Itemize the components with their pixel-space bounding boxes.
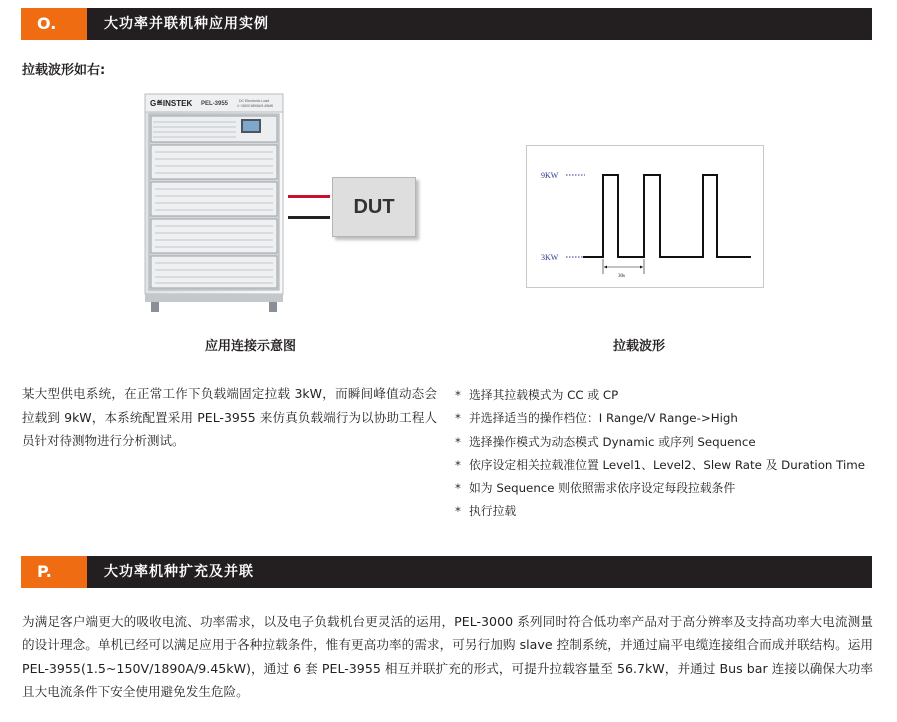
section-o-header bbox=[21, 8, 872, 40]
section-p-title: 大功率机种扩充及并联 bbox=[104, 564, 254, 580]
dut-label: DUT bbox=[353, 196, 395, 218]
rack-desc-1: DC Electronic Load bbox=[239, 99, 270, 103]
list-item: * 执行拉载 bbox=[455, 504, 517, 519]
list-item: * 选择其拉载模式为 CC 或 CP bbox=[455, 388, 619, 402]
list-item: * 如为 Sequence 则依照需求依序设定每段拉载条件 bbox=[455, 481, 736, 496]
rack-model: PEL-3955 bbox=[201, 101, 229, 107]
wave-low-label: 3KW bbox=[541, 253, 559, 262]
period-label: 30s bbox=[618, 274, 625, 279]
list-item: * 依序设定相关拉载准位置 Level1、Level2、Slew Rate 及 Duration Time bbox=[455, 457, 866, 472]
black-cable bbox=[288, 216, 330, 219]
dut-box bbox=[332, 177, 416, 237]
electronic-load-rack-image bbox=[141, 92, 287, 314]
paragraph-o: 某大型供电系统，在正常工作下负载端固定拉载 3kW，而瞬间峰值动态会拉载到 9kW，本系统配置采用 PEL-3955 来仿真负载端行为以协助工程人员针对待测物进行分析测试。 bbox=[22, 386, 437, 448]
wave-high-label: 9KW bbox=[541, 171, 559, 180]
period-arrow-right bbox=[640, 266, 643, 269]
list-item: * 选择操作模式为动态模式 Dynamic 或序列 Sequence bbox=[455, 434, 756, 449]
section-p-header bbox=[21, 556, 872, 588]
rack-desc-2: 1~150V/1890A/9.45kW bbox=[237, 104, 274, 108]
section-o-title: 大功率并联机种应用实例 bbox=[104, 16, 269, 32]
load-waveform-diagram bbox=[526, 145, 764, 288]
period-arrow-left bbox=[604, 266, 607, 269]
section-o-tag: O. bbox=[21, 8, 87, 40]
list-item: * 并选择适当的操作档位：I Range/V Range->High bbox=[455, 411, 738, 426]
red-cable bbox=[288, 195, 330, 198]
operation-steps-list bbox=[455, 384, 865, 524]
paragraph-p: 为满足客户端更大的吸收电流、功率需求，以及电子负载机台更灵活的运用，PEL-3000 系列同时符合低功率产品对于高分辨率及支持高功率大电流测量的设计理念。单机已经可以满足应用于各种拉载条件，惟有更高功率的需求，可另行加购 slave 控制系统，并通过扁平电缆连接组合而成并联结构。运用 PEL-3955(1.5~150V/1890A/9.45kW)，通过 6 套 PEL-3955 相互并联扩充的形式，可提升拉载容量至 56.7kW，并通过 Bus bar 连接以确保大功率且大电流条件下安全使用避免发生危险。 bbox=[22, 614, 873, 699]
rack-brand: G≝INSTEK bbox=[150, 99, 193, 108]
section-p-tag: P. bbox=[21, 556, 87, 588]
waveform-subheading: 拉载波形如右: bbox=[22, 63, 106, 78]
caption-waveform: 拉载波形 bbox=[613, 339, 666, 354]
square-wave bbox=[583, 175, 751, 257]
caption-connection-diagram: 应用连接示意图 bbox=[205, 339, 297, 354]
